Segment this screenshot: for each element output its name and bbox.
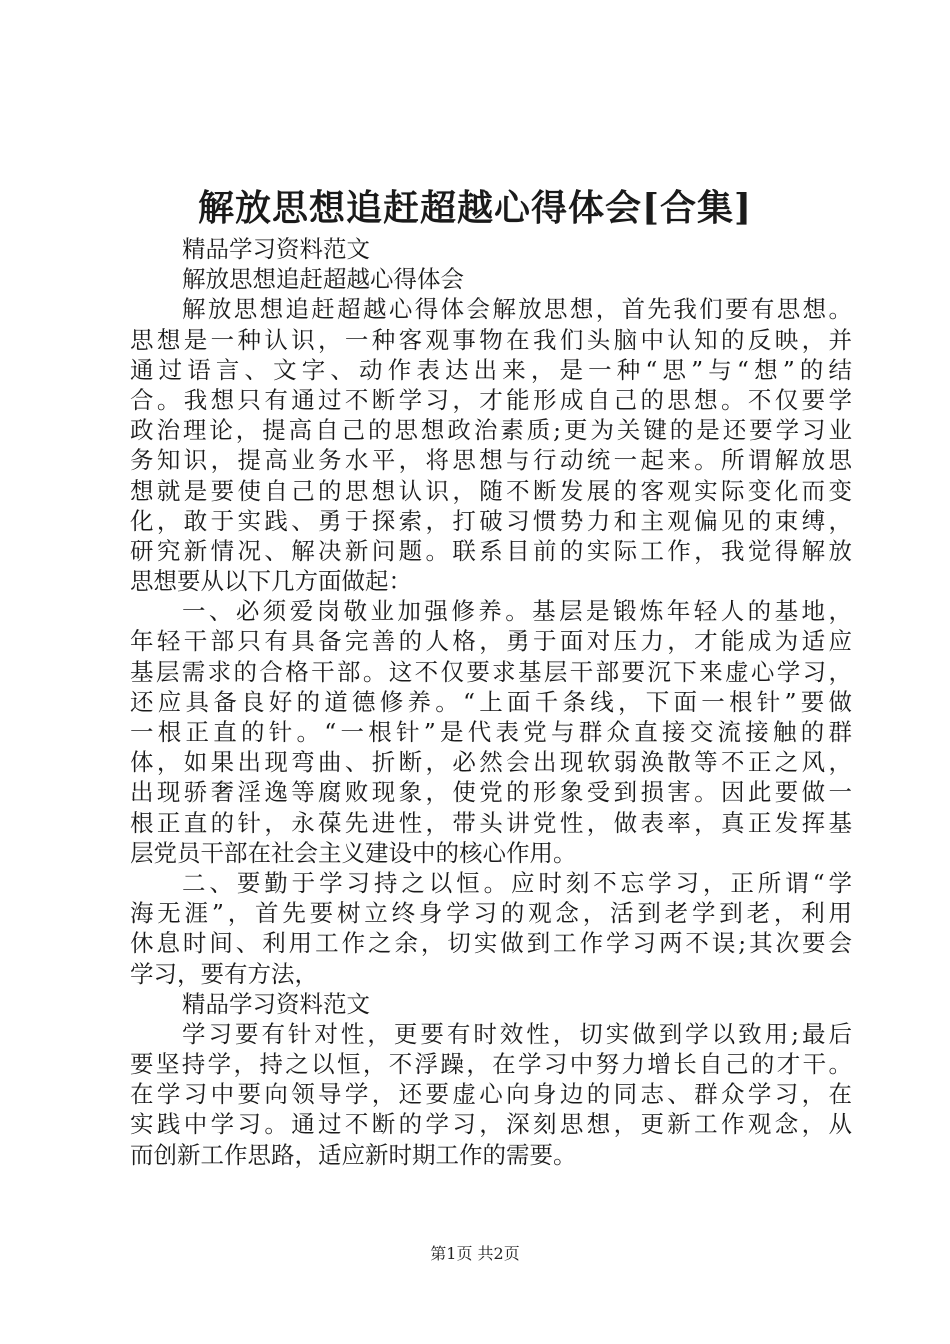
paragraph-line: 体，如果出现弯曲、折断，必然会出现软弱涣散等不正之风，: [130, 748, 852, 777]
paragraph-line: 想就是要使自己的思想认识，随不断发展的客观实际变化而变: [130, 476, 852, 505]
page-footer: 第1页 共2页: [430, 1244, 520, 1263]
document-body: [130, 234, 852, 1170]
paragraph-line: 在学习中要向领导学，还要虚心向身边的同志、群众学习，在: [130, 1080, 852, 1109]
paragraph-line: 海无涯”，首先要树立终身学习的观念，活到老学到老，利用: [130, 899, 852, 928]
paragraph-line: 化，敢于实践、勇于探索，打破习惯势力和主观偏见的束缚，: [130, 506, 852, 535]
paragraph-line: 一根正直的针。“一根针”是代表党与群众直接交流接触的群: [130, 718, 852, 746]
paragraph-line: 学习要有针对性，更要有时效性，切实做到学以致用;最后: [182, 1019, 852, 1048]
paragraph-line: 根正直的针，永葆先进性，带头讲党性，做表率，真正发挥基: [130, 808, 852, 837]
paragraph-line: 年轻干部只有具备完善的人格，勇于面对压力，才能成为适应: [130, 627, 852, 656]
paragraph-line: 层党员干部在社会主义建设中的核心作用。: [130, 838, 577, 867]
paragraph-line: 而创新工作思路，适应新时期工作的需要。: [130, 1140, 577, 1169]
paragraph-line: 务知识，提高业务水平，将思想与行动统一起来。所谓解放思: [130, 446, 852, 475]
paragraph-line: 解放思想追赶超越心得体会解放思想，首先我们要有思想。: [182, 295, 852, 324]
paragraph-line: 研究新情况、解决新问题。联系目前的实际工作，我觉得解放: [130, 536, 852, 565]
paragraph-line: 思想要从以下几方面做起：: [130, 567, 412, 596]
paragraph-line: 休息时间、利用工作之余，切实做到工作学习两不误;其次要会: [130, 929, 852, 958]
paragraph-line: 学习，要有方法，: [130, 959, 318, 988]
paragraph-line: 实践中学习。通过不断的学习，深刻思想，更新工作观念，从: [130, 1110, 852, 1139]
paragraph-line: 还应具备良好的道德修养。“上面千条线，下面一根针”要做: [130, 687, 852, 716]
paragraph-line: 基层需求的合格干部。这不仅要求基层干部要沉下来虚心学习，: [130, 657, 852, 686]
paragraph-line: 要坚持学，持之以恒，不浮躁，在学习中努力增长自己的才干。: [130, 1050, 852, 1079]
paragraph-line: 精品学习资料范文: [182, 989, 370, 1018]
paragraph-line: 政治理论，提高自己的思想政治素质;更为关键的是还要学习业: [130, 416, 852, 445]
paragraph-line: 通过语言、文字、动作表达出来，是一种“思”与“想”的结: [130, 355, 852, 384]
paragraph-line: 思想是一种认识，一种客观事物在我们头脑中认知的反映，并: [130, 325, 852, 354]
paragraph-line: 二、要勤于学习持之以恒。应时刻不忘学习，正所谓“学: [182, 868, 852, 897]
paragraph-line: 出现骄奢淫逸等腐败现象，使党的形象受到损害。因此要做一: [130, 778, 852, 807]
paragraph-line: 解放思想追赶超越心得体会: [182, 265, 464, 294]
paragraph-line: 精品学习资料范文: [182, 235, 370, 263]
paragraph-line: 一、必须爱岗敬业加强修养。基层是锻炼年轻人的基地，: [182, 597, 852, 626]
document-title: 解放思想追赶超越心得体会[合集]: [197, 187, 753, 229]
paragraph-line: 合。我想只有通过不断学习，才能形成自己的思想。不仅要学: [130, 385, 852, 414]
